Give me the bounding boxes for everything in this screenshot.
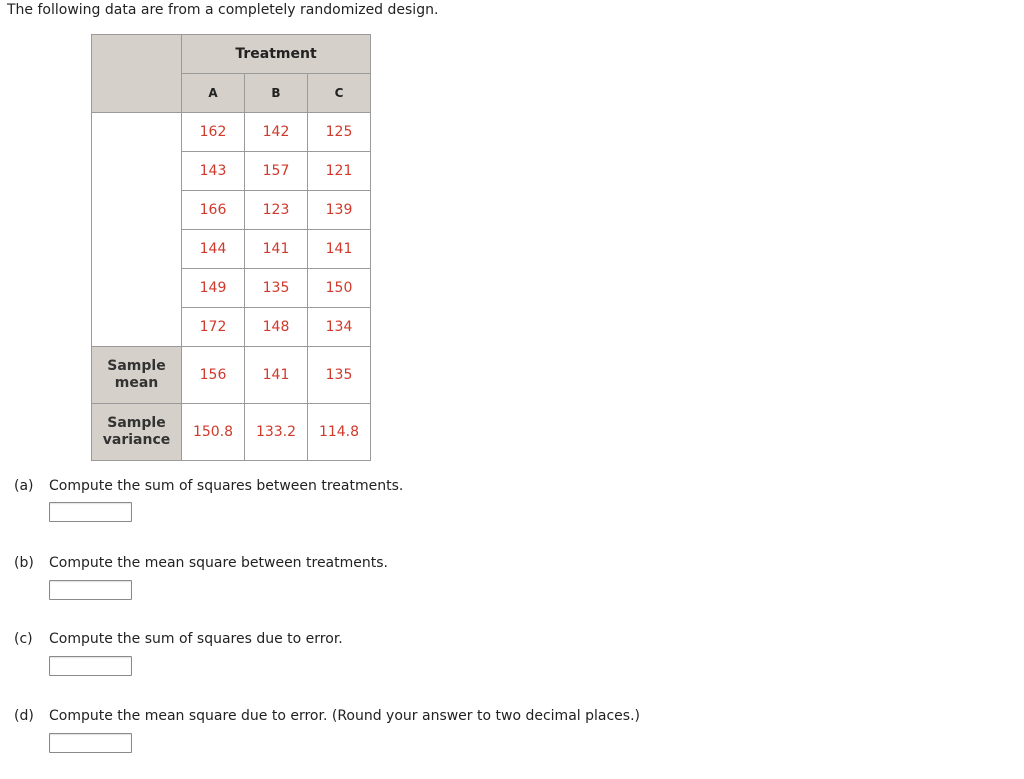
table-cell: 135 <box>245 269 308 308</box>
question-a <box>14 478 403 494</box>
table-cell: 166 <box>182 191 245 230</box>
table-cell: 141 <box>245 230 308 269</box>
table-cell: 139 <box>308 191 371 230</box>
blank-stub-cell <box>92 113 182 347</box>
question-c-label: (c) <box>14 631 33 647</box>
question-a-text: Compute the sum of squares between treatments. <box>49 478 404 494</box>
table-cell: 142 <box>245 113 308 152</box>
table-cell: 172 <box>182 308 245 347</box>
variance-cell-c: 114.8 <box>308 404 371 461</box>
column-header-b: B <box>245 74 308 113</box>
table-cell: 134 <box>308 308 371 347</box>
variance-cell-a: 150.8 <box>182 404 245 461</box>
question-a-label: (a) <box>14 478 34 494</box>
table-cell: 157 <box>245 152 308 191</box>
table-cell: 143 <box>182 152 245 191</box>
question-c-text: Compute the sum of squares due to error. <box>49 631 343 647</box>
answer-input-c[interactable] <box>49 656 132 676</box>
question-c <box>14 631 343 647</box>
table-cell: 125 <box>308 113 371 152</box>
column-header-c: C <box>308 74 371 113</box>
question-d-text: Compute the mean square due to error. (Round your answer to two decimal places.) <box>49 708 640 724</box>
sample-mean-label <box>92 347 182 404</box>
question-b-text: Compute the mean square between treatments. <box>49 555 388 571</box>
data-table <box>91 34 371 461</box>
intro-text: The following data are from a completely randomized design. <box>7 2 439 18</box>
table-cell: 162 <box>182 113 245 152</box>
table-cell: 121 <box>308 152 371 191</box>
treatment-header: Treatment <box>182 35 371 74</box>
table-cell: 141 <box>308 230 371 269</box>
sample-mean-label-line2: mean <box>114 375 159 391</box>
mean-cell-a: 156 <box>182 347 245 404</box>
sample-variance-label-line1: Sample <box>107 415 166 431</box>
answer-input-d[interactable] <box>49 733 132 753</box>
answer-input-a[interactable] <box>49 502 132 522</box>
sample-variance-label <box>92 404 182 461</box>
variance-cell-b: 133.2 <box>245 404 308 461</box>
table-cell: 150 <box>308 269 371 308</box>
question-b <box>14 555 388 571</box>
table-cell: 144 <box>182 230 245 269</box>
table-cell: 149 <box>182 269 245 308</box>
question-b-label: (b) <box>14 555 34 571</box>
answer-input-b[interactable] <box>49 580 132 600</box>
sample-mean-label-line1: Sample <box>107 358 166 374</box>
table-cell: 148 <box>245 308 308 347</box>
table-cell: 123 <box>245 191 308 230</box>
mean-cell-c: 135 <box>308 347 371 404</box>
question-d <box>14 708 640 724</box>
corner-cell <box>92 35 182 113</box>
mean-cell-b: 141 <box>245 347 308 404</box>
sample-variance-label-line2: variance <box>102 432 171 448</box>
column-header-a: A <box>182 74 245 113</box>
question-d-label: (d) <box>14 708 34 724</box>
